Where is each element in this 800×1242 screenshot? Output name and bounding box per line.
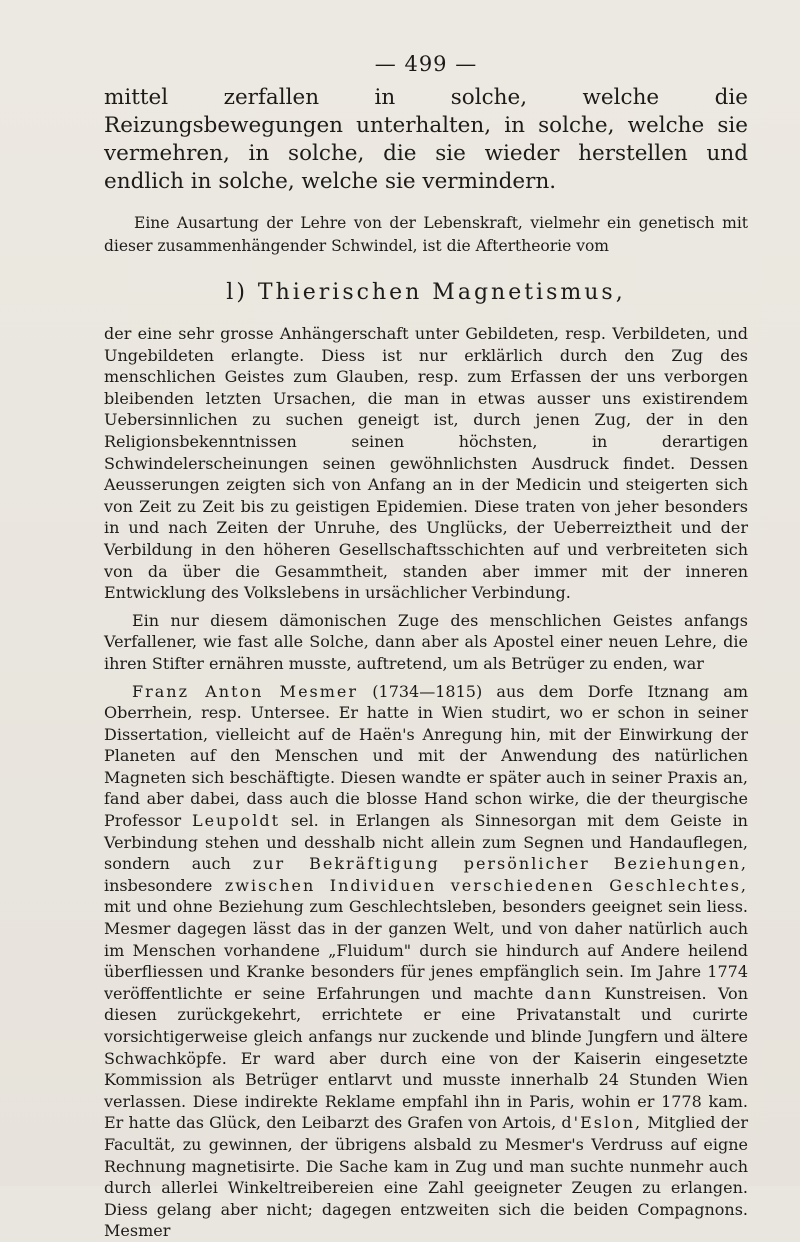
para3-text-d: mit und ohne Beziehung zum Geschlechtsleben, besonders geeignet sein liess. Mesmer dagegen lässt das in der ganzen Welt, und von daher natürlich auch im Menschen vorhandene „Fluidum" durch sie hindurch auf Andere heilend überfliessen und Kranke besonders für jenes empfänglich sein. Im Jahre 1774 veröffentlichte er seine Erfahrungen und machte: [104, 897, 748, 1003]
body-paragraph-3: [104, 681, 748, 1242]
person-name-deslon: d'Eslon,: [561, 1113, 643, 1133]
emphasis-phrase-2: zwischen Individuen verschiedenen Geschlechtes,: [224, 875, 748, 895]
para3-text-b: sel. in Erlangen als Sinnesorgan mit dem Geiste in Verbindung stehen und desshalb nicht allein zum Segnen und Handauflegen, sondern auch: [104, 811, 748, 874]
para3-text-e: Kunstreisen. Von diesen zurückgekehrt, errichtete er eine Privatanstalt und curirte vorsichtigerweise gleich anfangs nur zuckende und blinde Jungfern und ältere Schwachköpfe. Er ward aber durch eine von der Kaiserin eingesetzte Kommission als Betrüger entlarvt und musste innerhalb 24 Stunden Wien verlassen. Diese indirekte Reklame empfahl ihn in Paris, wohin er 1778 kam. Er hatte das Glück, den Leibarzt des Grafen von Artois,: [104, 983, 748, 1133]
lead-paragraph: mittel zerfallen in solche, welche die Reizungsbewegungen unterhalten, in solche, welche sie vermehren, in solche, die sie wieder herstellen und endlich in solche, welche sie vermindern.: [104, 85, 748, 194]
person-name-mesmer: Franz Anton Mesmer: [132, 681, 359, 701]
section-heading: l) Thierischen Magnetismus,: [226, 280, 626, 305]
emphasis-dann: dann: [544, 983, 594, 1003]
body-paragraph-2: Ein nur diesem dämonischen Zuge des menschlichen Geistes anfangs Verfallener, wie fast alle Solche, dann aber als Apostel einer neuen Lehre, die ihren Stifter ernähren musste, auftretend, um als Betrüger zu enden, war: [104, 610, 748, 673]
para3-text-f: Mitglied der Facultät, zu gewinnen, der übrigens alsbald zu Mesmer's Verdruss auf eigne Rechnung magnetisirte. Die Sache kam in Zug und man suchte nunmehr auch durch allerlei Winkeltreibereien eine Zahl geeigneter Zeugen zu erlangen. Diess gelang aber nicht; dagegen entzweiten sich die beiden Compagnons. Mesmer: [104, 1113, 749, 1241]
para3-text-c: insbesondere: [104, 875, 213, 895]
emphasis-phrase-1: zur Bekräftigung persönlicher Beziehungen,: [252, 854, 749, 874]
para3-text-a: (1734—1815) aus dem Dorfe Itznang am Oberrhein, resp. Untersee. Er hatte in Wien studirt, wo er schon in seiner Dissertation, vielleicht auf de Haën's Anregung hin, mit der Einwirkung der Planeten auf den Menschen und mit der Anwendung des natürlichen Magneten sich beschäftigte. Diesen wandte er später auch in seiner Praxis an, fand aber dabei, dass auch die blosse Hand schon wirke, die der theurgische Professor: [104, 681, 748, 831]
person-name-leupoldt: Leupoldt: [191, 811, 281, 831]
intro-paragraph: Eine Ausartung der Lehre von der Lebenskraft, vielmehr ein genetisch mit dieser zusammenhängender Schwindel, ist die Aftertheorie vom: [104, 214, 748, 255]
page-number: — 499 —: [374, 52, 478, 76]
body-paragraph-1: der eine sehr grosse Anhängerschaft unter Gebildeten, resp. Verbildeten, und Ungebildeten erlangte. Diess ist nur erklärlich durch den Zug des menschlichen Geistes zum Glauben, resp. zum Erfassen der uns verborgen bleibenden letzten Ursachen, die man in etwas ausser uns existirendem Uebersinnlichen zu suchen geneigt ist, durch jenen Zug, der in den Religionsbekenntnissen seinen höchsten, in derartigen Schwindelerscheinungen seinen gewöhnlichsten Ausdruck findet. Dessen Aeusserungen zeigten sich von Anfang an in der Medicin und steigerten sich von Zeit zu Zeit bis zu geistigen Epidemien. Diese traten von jeher besonders in und nach Zeiten der Unruhe, des Unglücks, der Ueberreiztheit und der Verbildung in den höheren Gesellschaftsschichten auf und verbreiteten sich von da über die Gesammtheit, standen aber immer mit der inneren Entwicklung des Volkslebens in ursächlicher Verbindung.: [104, 324, 748, 603]
